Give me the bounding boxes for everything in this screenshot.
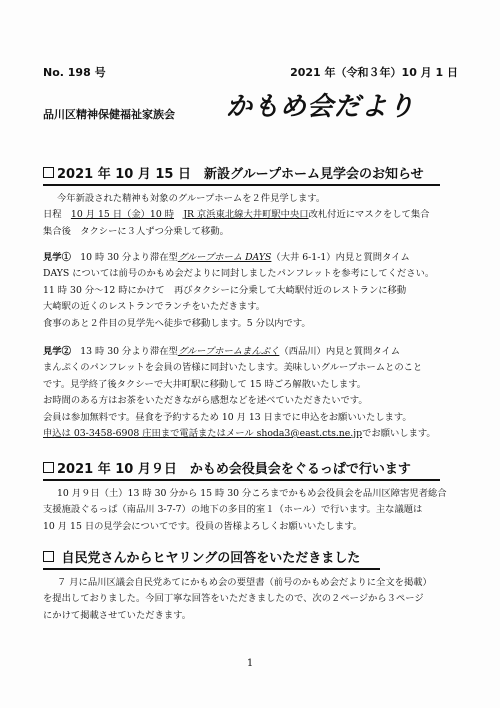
visit1-label: 見学①	[43, 252, 71, 263]
visit1-line3: 11 時 30 分〜12 時にかけて 再びタクシーに分乗して大崎駅付近のレストランに移動	[43, 284, 407, 296]
visit2-line3: です。見学終了後タクシーで大井町駅に移動して 15 時ごろ解散いたします。	[43, 378, 367, 390]
schedule-line: 日程 10 月 15 日（金）10 時 JR 京浜東北線大井町駅中央口改札付近にマスクをして集合	[43, 209, 430, 221]
visit2-label: 見学②	[43, 346, 71, 357]
section3-heading-text: 自民党さんからヒヤリングの回答をいただきました	[61, 551, 361, 566]
page-number: 1	[246, 658, 254, 669]
visit2-block	[43, 344, 460, 442]
section1-heading	[43, 163, 440, 186]
section1-heading-text: 2021 年 10 月 15 日 新設グループホーム見学会のお知らせ	[57, 167, 424, 182]
checkbox-icon	[43, 551, 54, 562]
gather-line: 集合後 タクシーに３人ずつ分乗して移動。	[43, 225, 229, 237]
issue-date: 2021 年（令和３年）10 月 1 日	[290, 66, 458, 79]
section3-body	[43, 575, 460, 624]
section3-heading	[43, 547, 380, 570]
section1-body	[43, 191, 460, 240]
section2-heading	[43, 458, 440, 481]
visit1-line5: 食事のあと２件目の見学先へ徒歩で移動します。5 分以内です。	[43, 317, 311, 329]
contact-link[interactable]: 申込は 03-3458-6908 庄田まで電話またはメール shoda3@east.cts.ne.jp	[43, 428, 363, 440]
visit1-line1: 見学① 10 時 30 分より滞在型グループホーム DAYS（大井 6-1-1）内見と質問タイム	[43, 252, 410, 263]
section3-line2: を提出しておりました。今回丁寧な回答をいただきましたので、次の２ページから３ページ	[43, 593, 424, 605]
visit2-line2: まんぷくのパンフレットを会員の皆様に同封いたします。美味しいグループホームとのこと	[43, 362, 423, 374]
section2-body	[43, 486, 460, 535]
section3-line1: ７ 月に品川区議会自民党あてにかもめ会の要望書（前号のかもめ会だよりに全文を掲載）	[57, 577, 432, 588]
visit2-line5: 会員は参加無料です。昼食を予約するため 10 月 13 日までに申込をお願いいたします。	[43, 411, 412, 423]
visit1-line2: DAYS については前号のかもめ会だよりに同封しましたパンフレットを参考にしてください。	[43, 268, 435, 280]
checkbox-icon	[43, 167, 54, 178]
visit2-line1: 見学② 13 時 30 分より滞在型グループホームまんぷく（西品川）内見と質問タイム	[43, 346, 401, 357]
section3-line3: にかけて掲載させていただきます。	[43, 609, 192, 621]
organization-name: 品川区精神保健福祉家族会	[43, 108, 175, 121]
section1-intro: 今年新設された精神も対象のグループホームを２件見学します。	[57, 193, 326, 204]
section2-heading-text: 2021 年 10 月９日 かもめ会役員会をぐるっぱで行います	[57, 462, 411, 477]
section2-line3: 10 月 15 日の見学会についてです。役員の皆様よろしくお願いいたします。	[43, 520, 363, 532]
section2-line1: 10 月９日（土）13 時 30 分から 15 時 30 分ころまでかもめ会役員会を品川区障害児者総合	[57, 488, 447, 499]
visit1-line4: 大崎駅の近くのレストランでランチをいただきます。	[43, 301, 266, 313]
issue-number: No. 198 号	[43, 66, 106, 79]
section2-line2: 支援施設ぐるっぱ（南品川 3-7-7）の地下の多目的室１（ホール）で行います。主な議題は	[43, 504, 423, 516]
visit1-block	[43, 250, 460, 332]
visit2-line6: 申込は 03-3458-6908 庄田まで電話またはメール shoda3@east.cts.ne.jpでお願いします。	[43, 428, 436, 440]
visit2-line4: お時間のある方はお茶をいただきながら感想などを述べていただきたいです。	[43, 395, 368, 407]
newsletter-title: かもめ会だより	[226, 92, 416, 122]
checkbox-icon	[43, 462, 54, 473]
